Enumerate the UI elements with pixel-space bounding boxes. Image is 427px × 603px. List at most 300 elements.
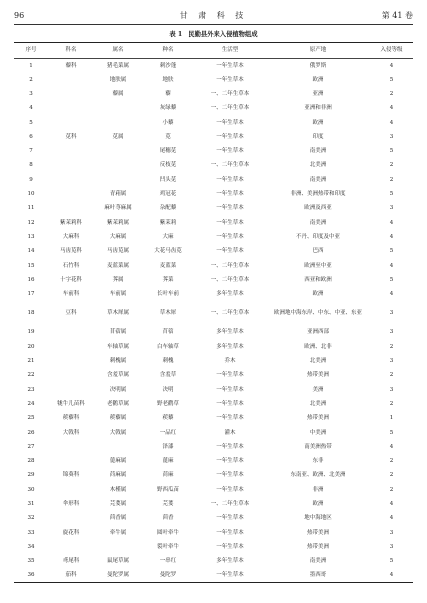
cell-life-form: 一年生草本 [216,515,244,522]
cell-species: 反枝苋 [159,162,177,169]
table-row [14,569,413,583]
table-header-row [14,43,413,59]
table-row [14,159,413,173]
volume-number: 第 41 卷 [381,11,413,20]
table-row [14,483,413,497]
cell-genus: 曼陀罗属 [106,572,129,579]
cell-family [48,340,94,354]
cell-life-form: 一年生草本 [216,415,244,422]
table-row [14,201,413,215]
cell-family: 鸢尾科 [62,558,80,565]
cell-origin: 地中海地区 [304,515,332,522]
cell-index: 19 [27,329,35,336]
cell-index: 1 [29,62,33,69]
cell-invasion-level: 2 [389,176,394,183]
cell-index: 25 [27,415,35,422]
cell-family: 马齿苋科 [59,248,82,255]
cell-family [48,159,94,173]
cell-life-form: 一、二年生草本 [210,501,250,507]
cell-life-form: 一年生草本 [216,386,244,393]
cell-genus: 刺槐属 [109,358,127,365]
cell-species: 一品红 [159,429,177,436]
cell-family: 豆科 [65,310,77,317]
invasive-plants-table [14,42,413,583]
cell-family [48,354,94,368]
cell-genus: 猪毛菜属 [106,62,129,69]
cell-origin: 中美洲 [309,429,327,436]
table-row [14,101,413,115]
table-row [14,397,413,411]
cell-genus: 芫荽属 [109,501,127,507]
cell-life-form: 一、二年生草本 [210,105,250,112]
cell-species: 杂配藜 [159,205,177,212]
cell-index: 16 [27,276,35,283]
cell-life-form: 多年生草本 [216,558,244,565]
page-number: 96 [14,11,25,20]
cell-life-form: 灌木 [224,429,236,436]
cell-species: 苜蓿 [162,329,174,336]
cell-index: 33 [27,529,35,536]
cell-index: 28 [27,458,35,465]
cell-genus: 蒺藜属 [109,415,127,422]
cell-life-form: 一、二年生草本 [210,162,250,169]
cell-species: 曼陀罗 [159,572,177,579]
cell-genus: 大麻属 [109,233,127,240]
cell-invasion-level: 3 [389,329,394,336]
cell-invasion-level: 4 [389,119,394,126]
cell-invasion-level: 3 [389,310,394,317]
table-label: 表 1 [169,31,183,38]
cell-genus: 青葙属 [109,191,127,198]
cell-index: 26 [27,429,35,436]
cell-species: 苘麻 [162,472,174,479]
cell-genus: 苘麻属 [109,472,127,479]
cell-invasion-level: 4 [389,291,394,298]
cell-species: 地肤 [162,76,174,83]
cell-index: 36 [27,572,35,579]
cell-family: 石竹科 [62,262,80,269]
column-header-species: 种名 [162,47,174,54]
cell-index: 9 [29,176,33,183]
cell-origin: 北美洲 [309,400,327,407]
cell-index: 10 [27,191,35,198]
cell-family: 伞形科 [62,501,80,507]
cell-family [48,116,94,130]
cell-index: 4 [29,105,33,112]
cell-invasion-level: 4 [389,515,394,522]
journal-name: 甘 肃 科 技 [179,11,248,20]
cell-invasion-level: 1 [389,415,394,422]
cell-life-form: 一年生草本 [216,443,244,450]
cell-index: 3 [29,90,33,97]
cell-origin: 南美洲 [309,148,327,155]
cell-life-form: 多年生草本 [216,291,244,298]
cell-life-form: 一、二年生草本 [210,276,250,283]
cell-origin: 热带美洲 [306,529,329,536]
cell-invasion-level: 3 [389,358,394,365]
cell-invasion-level: 2 [389,458,394,465]
cell-invasion-level: 2 [389,162,394,169]
table-row [14,511,413,525]
cell-life-form: 一年生草本 [216,219,244,226]
cell-species: 芫荽 [162,501,174,507]
cell-family [48,511,94,525]
cell-invasion-level: 3 [389,543,394,550]
cell-genus: 木槿属 [109,486,127,493]
cell-species: 泽漆 [162,443,174,450]
cell-life-form: 一年生草本 [216,233,244,240]
cell-invasion-level: 5 [389,148,394,155]
cell-life-form: 一年生草本 [216,205,244,212]
cell-invasion-level: 4 [389,219,394,226]
cell-invasion-level: 4 [389,262,394,269]
cell-genus [94,440,142,454]
cell-invasion-level: 2 [389,400,394,407]
cell-origin: 南美洲 [309,176,327,183]
cell-species: 小藜 [162,119,174,126]
cell-family [48,540,94,554]
cell-genus: 大戟属 [109,429,127,436]
table-row [14,216,413,230]
cell-index: 8 [29,162,33,169]
cell-origin: 东南亚、欧洲、北美洲 [290,472,346,479]
cell-species: 刺槐 [162,358,174,365]
cell-species: 野老鹳草 [156,400,179,407]
cell-invasion-level: 4 [389,62,394,69]
table-row [14,354,413,368]
column-header-origin: 原产地 [309,47,327,54]
table-row [14,340,413,354]
cell-origin: 巴西 [312,248,324,255]
cell-life-form: 乔木 [224,358,236,365]
table-row [14,73,413,87]
cell-species: 灰绿藜 [159,105,177,112]
cell-family [48,383,94,397]
table-row [14,454,413,468]
cell-genus: 决明属 [109,386,127,393]
cell-family [48,454,94,468]
cell-index: 17 [27,291,35,298]
cell-species: 裂叶牵牛 [156,543,179,550]
table-row [14,130,413,144]
cell-index: 31 [27,501,35,507]
cell-origin: 热带美洲 [306,415,329,422]
table-row [14,497,413,511]
cell-invasion-level: 4 [389,443,394,450]
cell-invasion-level: 5 [389,558,394,565]
cell-genus: 草木犀属 [106,310,129,317]
cell-origin: 亚洲和非洲 [304,105,332,112]
cell-genus [94,101,142,115]
cell-life-form: 一年生草本 [216,486,244,493]
cell-life-form: 一年生草本 [216,543,244,550]
cell-family: 旋花科 [62,529,80,536]
cell-life-form: 一年生草本 [216,191,244,198]
cell-index: 7 [29,148,33,155]
cell-species: 大麻 [162,233,174,240]
cell-invasion-level: 3 [389,529,394,536]
cell-genus [94,116,142,130]
cell-genus [94,540,142,554]
cell-life-form: 一年生草本 [216,400,244,407]
table-row [14,440,413,454]
cell-species: 蒺藜 [162,415,174,422]
cell-genus: 老鹳草属 [106,400,129,407]
cell-species: 鸡冠花 [159,191,177,198]
cell-genus: 车前属 [109,291,127,298]
cell-index: 34 [27,543,35,550]
column-header-family: 科名 [65,47,77,54]
cell-family: 茄科 [65,572,77,579]
cell-species: 刺沙蓬 [159,62,177,69]
cell-species: 白车轴草 [156,343,179,350]
cell-species: 大花马齿苋 [154,248,182,255]
table-row [14,173,413,187]
cell-origin: 非洲 [312,486,324,493]
cell-family: 藜科 [65,62,77,69]
cell-life-form: 一年生草本 [216,76,244,83]
cell-origin: 非洲、美洲热带和印度 [290,191,346,198]
cell-origin: 欧洲 [312,76,324,83]
table-row [14,411,413,425]
cell-index: 13 [27,233,35,240]
cell-index: 32 [27,515,35,522]
table-title: 民勤县外来入侵植物组成 [188,31,258,38]
cell-invasion-level: 5 [389,276,394,283]
table-row [14,554,413,568]
cell-family [48,326,94,340]
table-row [14,540,413,554]
cell-genus: 麻叶荨麻属 [104,205,132,212]
cell-index: 20 [27,343,35,350]
table-row [14,259,413,273]
running-head [14,9,413,23]
cell-family [48,87,94,101]
cell-index: 22 [27,372,35,379]
cell-genus: 荠属 [112,276,124,283]
cell-index: 30 [27,486,35,493]
cell-origin: 欧洲 [312,501,324,507]
column-header-life-form: 生活型 [221,47,239,54]
table-row [14,87,413,101]
cell-family: 苋科 [65,133,77,140]
cell-invasion-level: 2 [389,343,394,350]
cell-life-form: 一年生草本 [216,248,244,255]
column-header-invasion-level: 入侵等级 [380,47,403,54]
cell-species: 蓖麻 [162,458,174,465]
cell-genus [94,159,142,173]
cell-species: 决明 [162,386,174,393]
cell-origin: 亚洲西部 [306,329,329,336]
table-row [14,59,413,73]
cell-invasion-level: 3 [389,205,394,212]
cell-species: 荠菜 [162,276,174,283]
cell-invasion-level: 3 [389,386,394,393]
cell-life-form: 一年生草本 [216,133,244,140]
table-row [14,469,413,483]
cell-family [48,483,94,497]
cell-life-form: 一年生草本 [216,148,244,155]
cell-genus: 含羞草属 [106,372,129,379]
table-row [14,230,413,244]
cell-genus: 茴香属 [109,515,127,522]
cell-origin: 西亚和欧洲 [304,276,332,283]
cell-life-form: 多年生草本 [216,329,244,336]
cell-origin: 南美洲 [309,219,327,226]
cell-invasion-level: 5 [389,248,394,255]
cell-life-form: 一、二年生草本 [210,90,250,97]
cell-index: 6 [29,133,33,140]
cell-origin: 欧洲、北非 [304,343,332,350]
cell-genus: 苜蓿属 [109,329,127,336]
cell-index: 24 [27,400,35,407]
cell-index: 15 [27,262,35,269]
cell-origin: 不丹、印度及中亚 [295,233,340,240]
cell-invasion-level: 2 [389,90,394,97]
cell-species: 长叶车前 [156,291,179,298]
cell-life-form: 一年生草本 [216,458,244,465]
cell-genus: 蓖麻属 [109,458,127,465]
cell-species: 藜 [165,90,171,97]
cell-origin: 欧洲地中海东岸、中东、中亚、东亚 [273,310,362,317]
cell-origin: 俄罗斯 [309,62,327,69]
cell-origin: 南美洲热带 [304,443,332,450]
cell-life-form: 一年生草本 [216,472,244,479]
cell-species: 紫茉莉 [159,219,177,226]
table-row [14,187,413,201]
cell-origin: 欧洲 [312,119,324,126]
cell-species: 尾穗苋 [159,148,177,155]
cell-invasion-level: 5 [389,76,394,83]
cell-origin: 北美洲 [309,162,327,169]
cell-genus [94,173,142,187]
cell-species: 苋 [165,133,171,140]
cell-origin: 印度 [312,133,324,140]
cell-index: 14 [27,248,35,255]
cell-family [48,368,94,382]
cell-index: 27 [27,443,35,450]
cell-species: 野西瓜苗 [156,486,179,493]
cell-origin: 美洲 [312,386,324,393]
cell-invasion-level: 4 [389,233,394,240]
cell-origin: 热带美洲 [306,372,329,379]
cell-family [48,173,94,187]
table-row [14,326,413,340]
cell-origin: 热带美洲 [306,543,329,550]
cell-family [48,73,94,87]
cell-origin: 亚洲 [312,90,324,97]
table-row [14,116,413,130]
cell-life-form: 一、二年生草本 [210,262,250,269]
cell-life-form: 一、二年生草本 [210,310,250,317]
cell-family [48,201,94,215]
cell-family [48,101,94,115]
cell-life-form: 多年生草本 [216,343,244,350]
cell-family: 牻牛儿苗科 [57,400,85,407]
cell-family: 车前科 [62,291,80,298]
cell-family: 大戟科 [62,429,80,436]
header-rule [14,24,413,25]
cell-species: 茴香 [162,515,174,522]
cell-invasion-level: 3 [389,133,394,140]
cell-index: 29 [27,472,35,479]
cell-index: 23 [27,386,35,393]
cell-origin: 欧洲至中亚 [304,262,332,269]
cell-genus: 藜属 [112,90,124,97]
cell-life-form: 一年生草本 [216,62,244,69]
column-header-index: 序号 [25,47,37,54]
cell-invasion-level: 2 [389,372,394,379]
table-caption [0,30,427,40]
table-row [14,302,413,326]
cell-family [48,187,94,201]
cell-life-form: 一年生草本 [216,119,244,126]
table-row [14,426,413,440]
table-row [14,244,413,258]
cell-origin: 欧洲及西亚 [304,205,332,212]
cell-family: 蒺藜科 [62,415,80,422]
cell-index: 21 [27,358,35,365]
table-body [14,59,413,583]
cell-origin: 东非 [312,458,324,465]
cell-species: 凹头苋 [159,176,177,183]
cell-invasion-level: 4 [389,501,394,507]
cell-family [48,440,94,454]
cell-invasion-level: 4 [389,572,394,579]
cell-species: 草木犀 [159,310,177,317]
cell-index: 11 [27,205,35,212]
cell-genus: 地肤属 [109,76,127,83]
cell-life-form: 一年生草本 [216,529,244,536]
cell-invasion-level: 2 [389,486,394,493]
cell-family: 紫茉莉科 [59,219,82,226]
cell-life-form: 一年生草本 [216,176,244,183]
cell-genus: 牵牛属 [109,529,127,536]
cell-invasion-level: 5 [389,429,394,436]
cell-index: 5 [29,119,33,126]
cell-origin: 欧洲 [312,291,324,298]
cell-invasion-level: 5 [389,191,394,198]
cell-species: 含羞草 [159,372,177,379]
cell-genus: 麦蓝菜属 [106,262,129,269]
cell-origin: 南美洲 [309,558,327,565]
table-row [14,383,413,397]
cell-genus [94,144,142,158]
cell-invasion-level: 4 [389,105,394,112]
table-row [14,273,413,287]
cell-origin: 墨西哥 [309,572,327,579]
cell-genus: 马齿苋属 [106,248,129,255]
cell-index: 18 [27,310,35,317]
cell-family: 十字花科 [59,276,82,283]
cell-family [48,144,94,158]
cell-life-form: 一年生草本 [216,572,244,579]
table-row [14,368,413,382]
cell-genus: 紫茉莉属 [106,219,129,226]
cell-family: 锦葵科 [62,472,80,479]
table-row [14,144,413,158]
cell-species: 一串红 [159,558,177,565]
table-row [14,526,413,540]
cell-origin: 北美洲 [309,358,327,365]
cell-genus: 苋属 [112,133,124,140]
cell-index: 35 [27,558,35,565]
table-row [14,287,413,301]
cell-index: 12 [27,219,35,226]
column-header-genus: 属名 [112,47,124,54]
cell-species: 圆叶牵牛 [156,529,179,536]
cell-genus: 鼠尾草属 [106,558,129,565]
